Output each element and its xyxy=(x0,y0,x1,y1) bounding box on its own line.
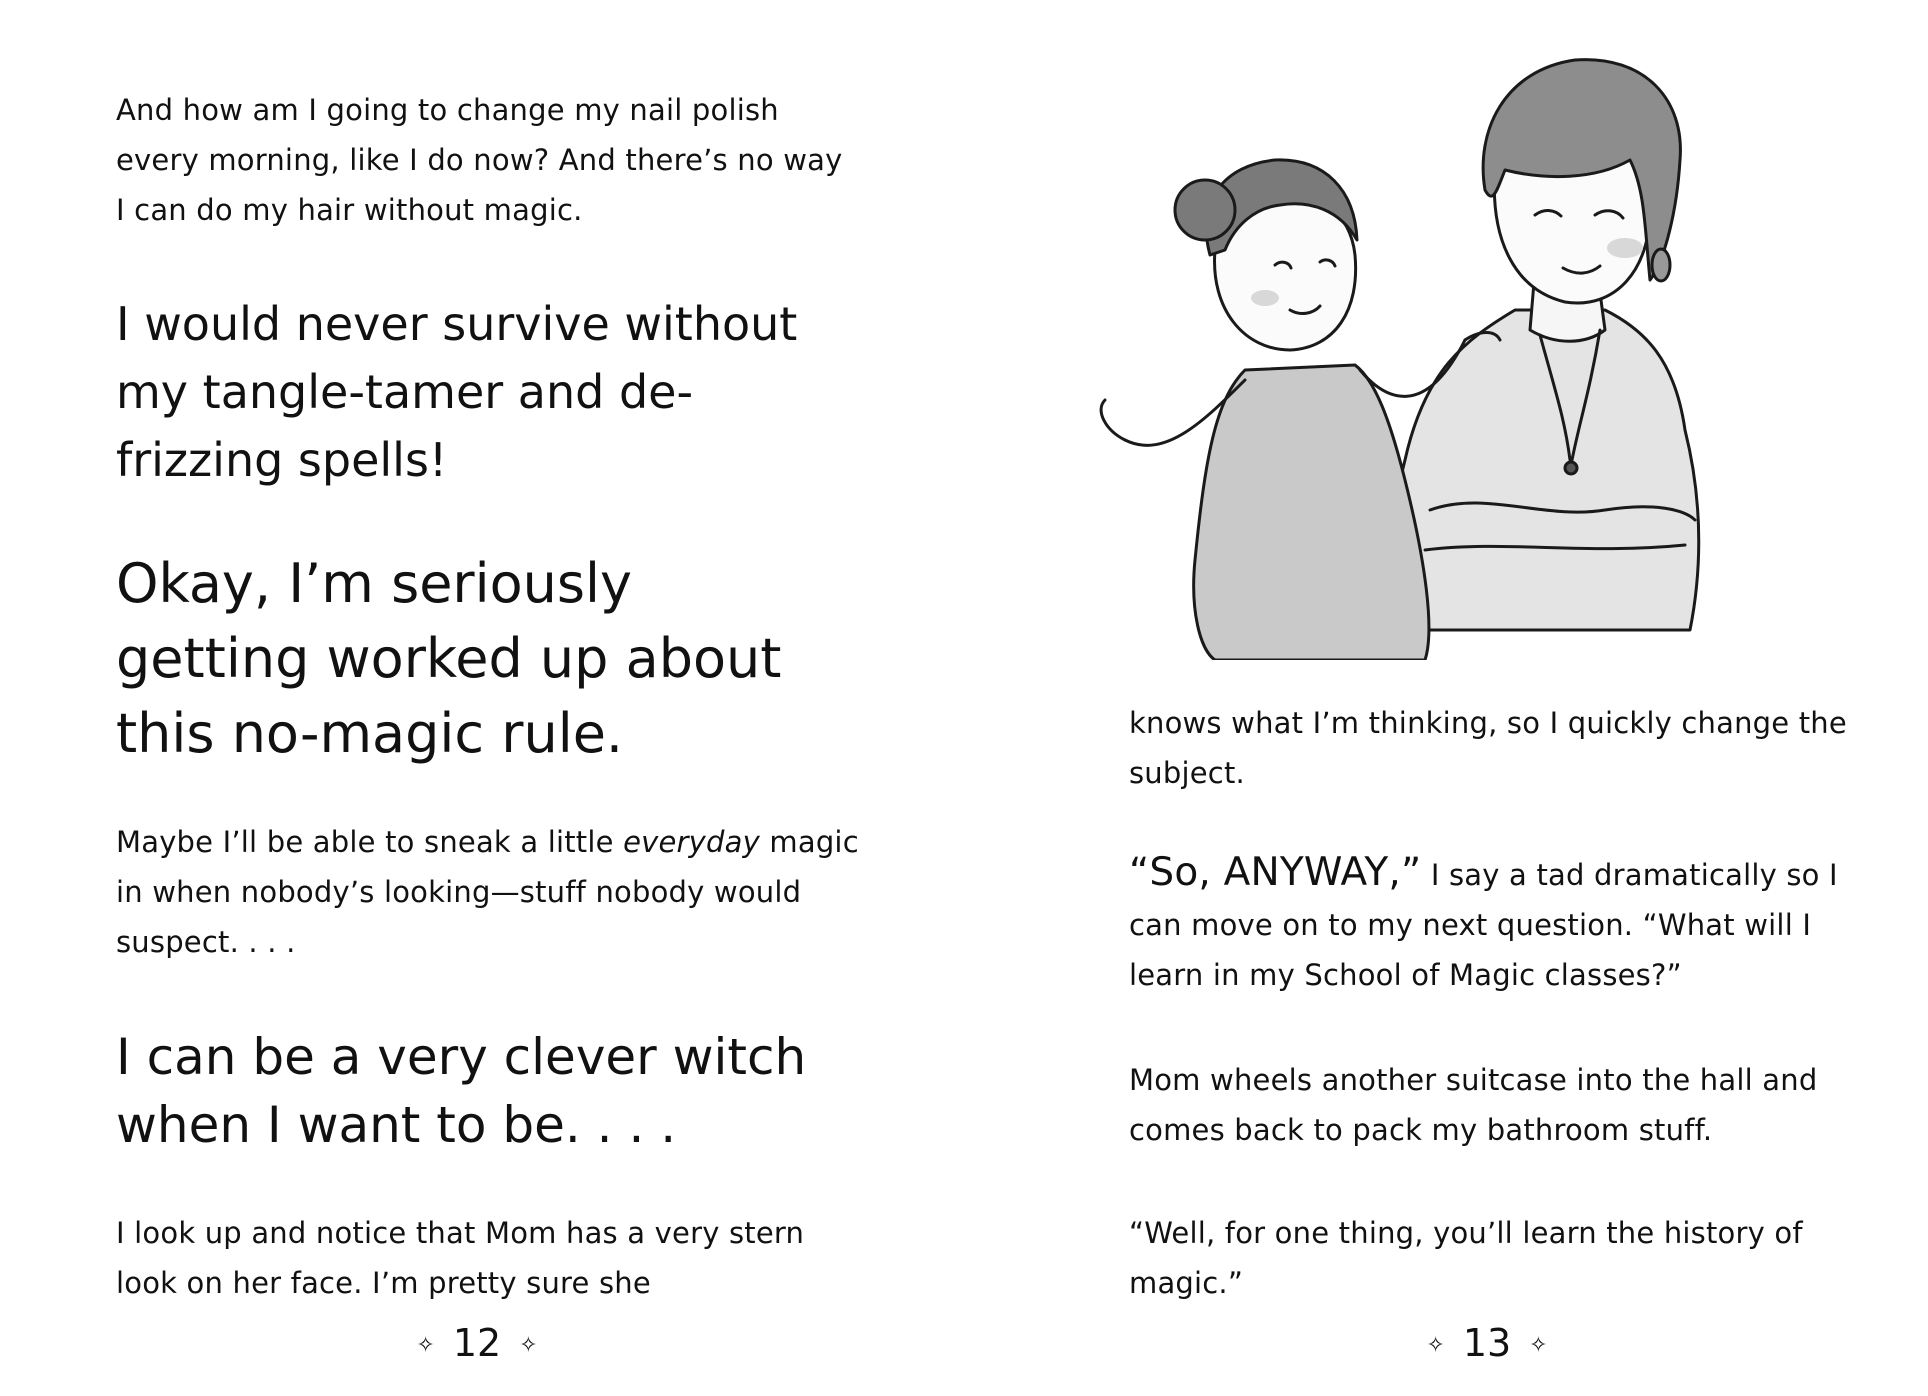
right-page-number xyxy=(1387,1318,1587,1371)
star-ornament-icon: ✧ xyxy=(519,1332,538,1358)
left-paragraph-4-start: Maybe I’ll be able to sneak a little xyxy=(116,825,624,859)
right-paragraph-4: “Well, for one thing, you’ll learn the history of magic.” xyxy=(1129,1216,1803,1300)
left-paragraph-4-emphasis: everyday xyxy=(623,825,760,859)
left-paragraph-2: I would never survive without my tangle-tamer and de-frizzing spells! xyxy=(116,297,798,487)
left-paragraph-4-end: magic in when nobody’s looking—stuff nobody would suspect. . . . xyxy=(116,825,859,959)
left-paragraph-5: I can be a very clever witch when I want to be. . . . xyxy=(116,1028,807,1154)
left-page-number xyxy=(377,1318,577,1371)
left-paragraph-3: Okay, I’m seriously getting worked up about this no-magic rule. xyxy=(116,552,782,765)
right-paragraph-2-quote: “So, ANYWAY,” xyxy=(1129,850,1422,895)
star-ornament-icon: ✧ xyxy=(1529,1332,1548,1358)
right-paragraph-2-rest: I say a tad dramatically so I can move on to my next question. “What will I learn in my School of Magic classes?” xyxy=(1129,858,1838,992)
right-page-number-text: 13 xyxy=(1462,1321,1512,1365)
star-ornament-icon: ✧ xyxy=(416,1332,435,1358)
right-paragraph-3: Mom wheels another suitcase into the hall and comes back to pack my bathroom stuff. xyxy=(1129,1063,1818,1147)
right-page xyxy=(964,0,1928,1396)
right-paragraph-1: knows what I’m thinking, so I quickly change the subject. xyxy=(1129,706,1847,790)
star-ornament-icon: ✧ xyxy=(1426,1332,1445,1358)
right-paragraph-2 xyxy=(1129,848,1869,1000)
left-paragraph-6: I look up and notice that Mom has a very stern look on her face. I’m pretty sure she xyxy=(116,1216,805,1300)
left-page-number-text: 12 xyxy=(452,1321,502,1365)
left-paragraph-4 xyxy=(116,817,876,967)
left-paragraph-1: And how am I going to change my nail polish every morning, like I do now? And there’s no way I can do my hair without magic. xyxy=(116,93,843,227)
